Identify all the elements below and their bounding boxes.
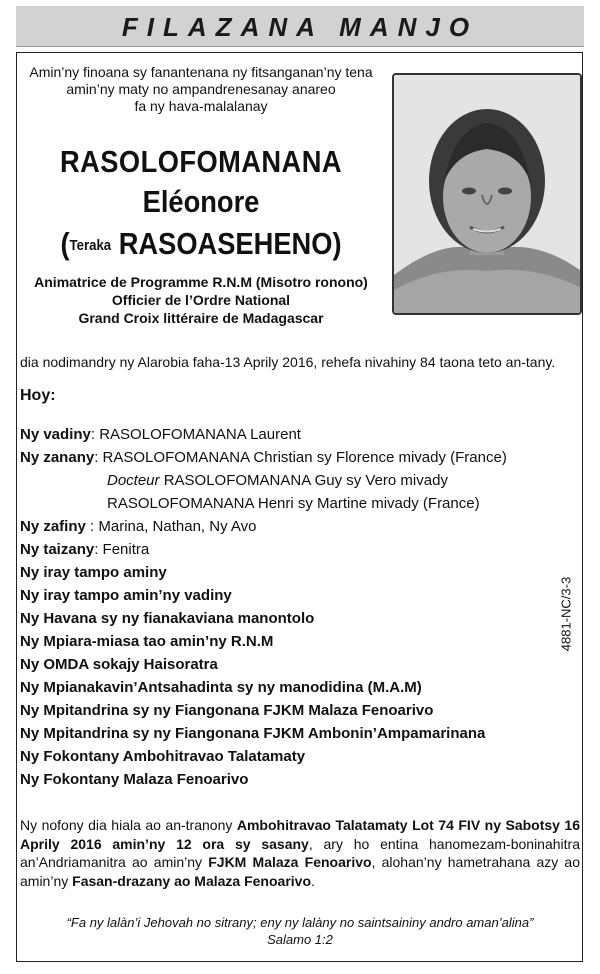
scripture-quote xyxy=(20,914,580,948)
group-row xyxy=(20,655,218,675)
portrait-image xyxy=(394,75,580,313)
group-label: Ny Mpianakavin’Antsahadinta sy ny manodidina (M.A.M) xyxy=(20,679,422,696)
zanany-row: Ny zanany: RASOLOFOMANANA Christian sy Florence mivady (France) xyxy=(20,449,507,466)
group-row xyxy=(20,747,305,767)
funeral-location-time: Ambohitravao Talatamaty Lot 74 FIV ny Sabotsy 16 Aprily 2016 amin’ny 12 ora sy sasany xyxy=(20,817,581,852)
relation-value: RASOLOFOMANANA Henri sy Martine mivady (France) xyxy=(107,495,480,512)
group-row xyxy=(20,724,485,744)
zanany-row xyxy=(20,471,448,491)
alias-prefix: Teraka xyxy=(69,237,112,254)
group-label: Ny iray tampo aminy xyxy=(20,564,167,581)
group-label: Ny Mpitandrina sy ny Fiangonana FJKM Malaza Fenoarivo xyxy=(20,702,434,719)
relation-value: RASOLOFOMANANA Laurent xyxy=(99,426,301,443)
intro-line: amin’ny maty no ampandrenesanay anareo xyxy=(66,81,336,97)
group-row xyxy=(20,770,248,790)
close-paren: ) xyxy=(332,226,342,261)
group-label: Ny Havana sy ny fianakaviana manontolo xyxy=(20,610,315,627)
funeral-details xyxy=(20,816,580,890)
group-row xyxy=(20,632,273,652)
title-line: Animatrice de Programme R.N.M (Misotro ronono) xyxy=(34,274,368,290)
title-line: Grand Croix littéraire de Madagascar xyxy=(78,310,324,326)
group-row xyxy=(20,563,167,583)
open-paren: ( xyxy=(60,226,70,261)
funeral-text: Ny nofony dia hiala ao an-tranony xyxy=(20,817,237,833)
notice-title: FILAZANA MANJO xyxy=(121,12,479,42)
group-row xyxy=(20,678,422,698)
hoy-label: Hoy: xyxy=(20,387,56,404)
deceased-given-name: Eléonore xyxy=(142,184,260,219)
group-label: Ny Mpiara-miasa tao amin’ny R.N.M xyxy=(20,633,274,650)
zanany-row xyxy=(20,494,480,514)
funeral-text: , ary ho entina hanomezam-boninahitra an’Andriamanitra ao amin’ny xyxy=(20,835,580,870)
portrait-photo xyxy=(392,73,582,315)
deceased-surname: RASOLOFOMANANA xyxy=(60,144,342,179)
alias-name: RASOASEHENO xyxy=(118,226,333,261)
relation-label: Ny zanany xyxy=(20,449,95,466)
header-banner xyxy=(16,6,584,47)
title-line: Officier de l’Ordre National xyxy=(111,292,291,308)
relation-value: Marina, Nathan, Ny Avo xyxy=(98,518,257,535)
group-label: Ny Fokontany Ambohitravao Talatamaty xyxy=(20,748,306,765)
zafiny-row: Ny zafiny : Marina, Nathan, Ny Avo xyxy=(20,518,257,535)
funeral-burial-place: Fasan-drazany ao Malaza Fenoarivo xyxy=(72,872,311,889)
deceased-alias xyxy=(42,226,361,262)
relation-label: Ny taizany xyxy=(20,541,95,558)
group-row xyxy=(20,586,232,606)
relation-value: RASOLOFOMANANA Christian sy Florence mivady (France) xyxy=(102,449,507,466)
taizany-row: Ny taizany: Fenitra xyxy=(20,541,150,558)
intro-line: fa ny hava-malalanay xyxy=(134,98,268,114)
quote-text: “Fa ny lalàn’i Jehovah no sitrany; eny ny lalàny no saintsaininy andro aman’alina” xyxy=(66,915,534,930)
funeral-text: . xyxy=(311,872,315,889)
quote-reference: Salamo 1:2 xyxy=(267,932,333,947)
group-label: Ny iray tampo amin’ny vadiny xyxy=(20,587,232,604)
funeral-text: , alohan’ny hametrahana azy ao amin’ny xyxy=(20,854,581,889)
relation-label: Ny zafiny xyxy=(20,518,86,535)
relation-value: Fenitra xyxy=(102,541,150,558)
group-label: Ny Fokontany Malaza Fenoarivo xyxy=(20,771,249,788)
relation-value: RASOLOFOMANANA Guy sy Vero mivady xyxy=(163,472,448,489)
relation-label: Ny vadiny xyxy=(20,426,91,443)
group-row xyxy=(20,609,314,629)
group-label: Ny OMDA sokajy Haisoratra xyxy=(20,656,218,673)
group-row xyxy=(20,701,433,721)
intro-text xyxy=(20,64,382,115)
funeral-church: FJKM Malaza Fenoarivo xyxy=(208,854,372,870)
reference-code: 4881-NC/3-3 xyxy=(558,576,574,652)
intro-line: Amin’ny finoana sy fanantenana ny fitsanganan’ny tena xyxy=(29,64,373,80)
vadiny-row: Ny vadiny: RASOLOFOMANANA Laurent xyxy=(20,426,301,443)
deceased-titles xyxy=(20,273,382,327)
death-notice: dia nodimandry ny Alarobia faha-13 Aprily 2016, rehefa nivahiny 84 taona teto an-tany. xyxy=(20,354,556,370)
doctor-title: Docteur xyxy=(107,472,160,489)
group-label: Ny Mpitandrina sy ny Fiangonana FJKM Ambonin’Ampamarinana xyxy=(20,725,486,742)
